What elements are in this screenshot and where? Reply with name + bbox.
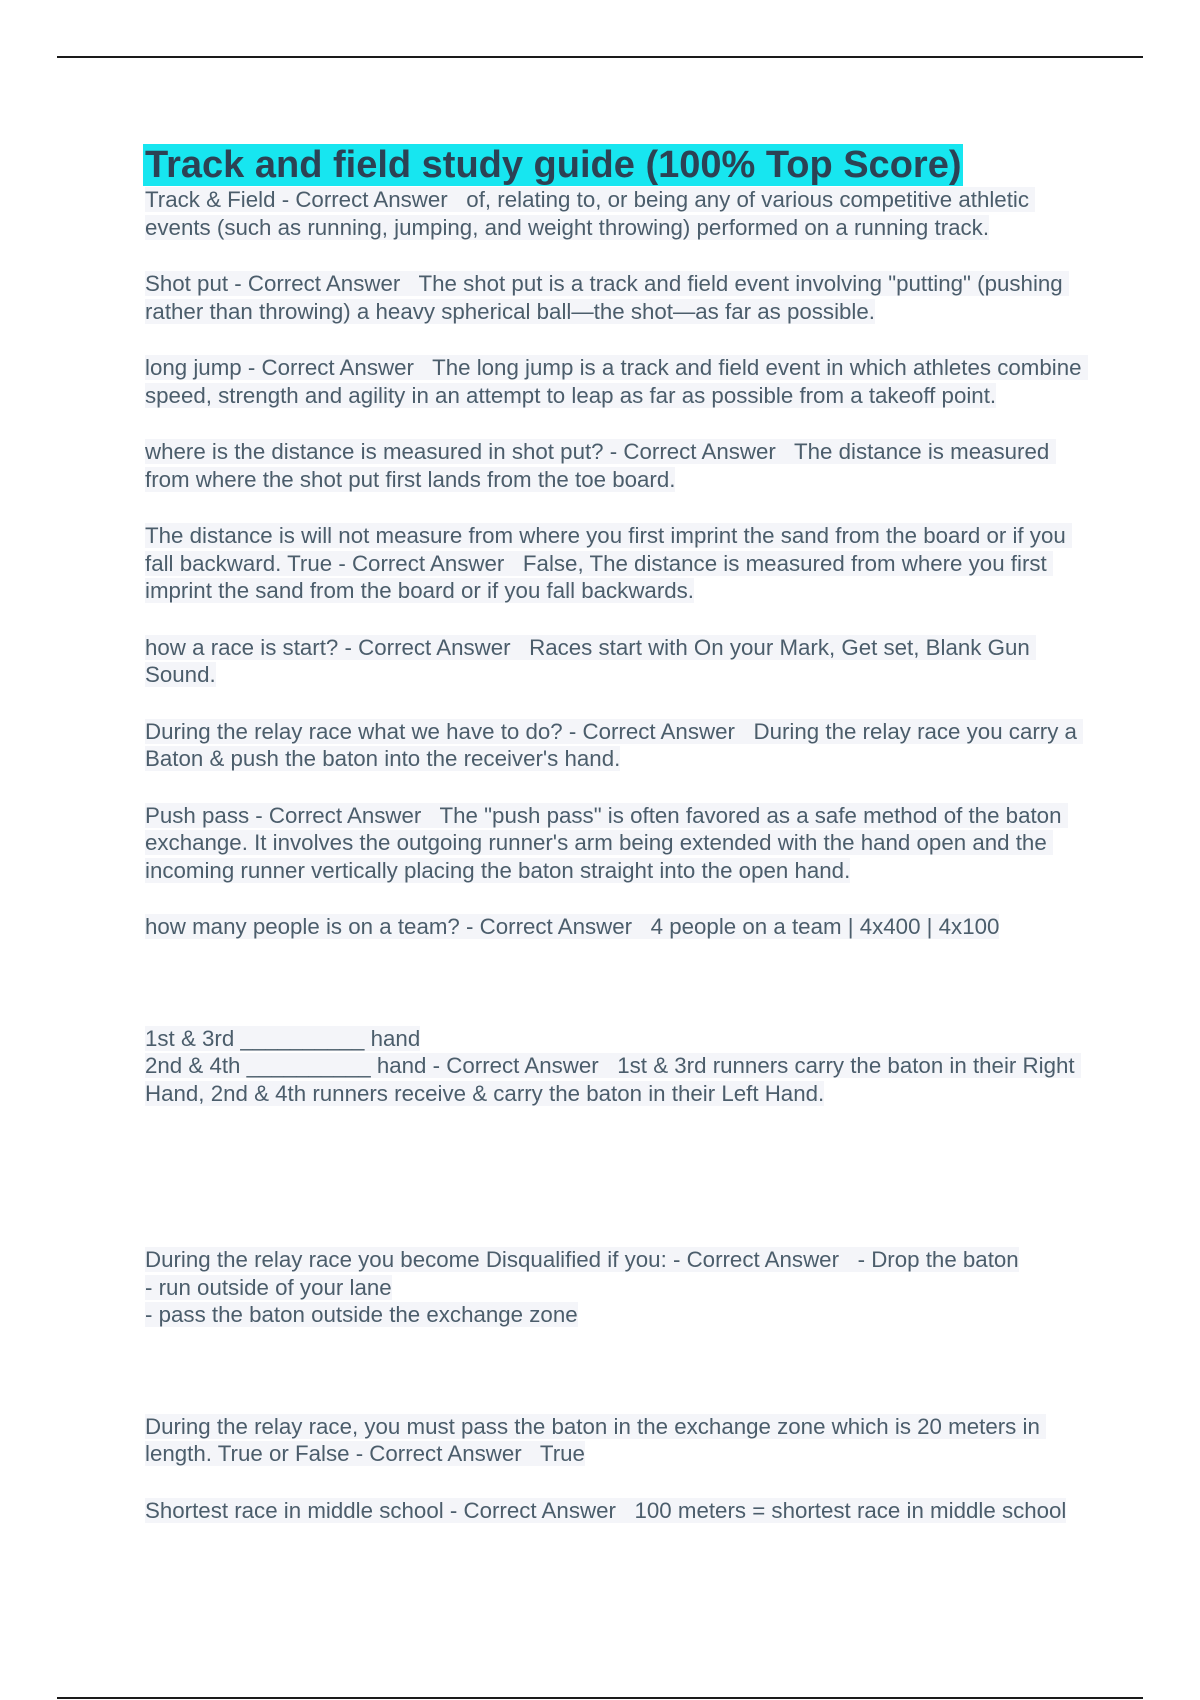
qa-text: 1st & 3rd __________ hand (145, 1025, 421, 1051)
qa-entry-exchange-zone (145, 1413, 1085, 1468)
qa-entry-race-start (145, 634, 1085, 689)
qa-entry-shot-put (145, 270, 1085, 325)
qa-text: Track & Field - Correct Answer of, relating to, or being any of various competitive athletic events (such as running, jumping, and weight throwing) performed on a running track. (145, 187, 1036, 240)
qa-text: Shortest race in middle school - Correct Answer 100 meters = shortest race in middle school (145, 1497, 1067, 1523)
qa-entry-relay-race (145, 718, 1085, 773)
qa-text: During the relay race what we have to do? - Correct Answer During the relay race you carry a Baton & push the baton into the receiver's hand. (145, 718, 1084, 771)
qa-entry-runner-hands (145, 970, 1085, 1163)
qa-entry-sand-imprint (145, 522, 1085, 605)
qa-text: During the relay race, you must pass the baton in the exchange zone which is 20 meters in length. True or False - Correct Answer True (145, 1413, 1047, 1466)
qa-line (145, 1025, 1085, 1053)
qa-entry-shot-put-distance (145, 438, 1085, 493)
qa-line (145, 1246, 1085, 1274)
qa-text: The distance is will not measure from where you first imprint the sand from the board or if you fall backward. True - Correct Answer False, The distance is measured from where you first imprint the sand from the board or if you fall backwards. (145, 523, 1072, 603)
qa-entry-disqualified (145, 1191, 1085, 1384)
qa-text: how a race is start? - Correct Answer Races start with On your Mark, Get set, Blank Gun Sound. (145, 634, 1036, 687)
qa-entry-track-field (145, 186, 1085, 241)
qa-text: Push pass - Correct Answer The "push pass" is often favored as a safe method of the baton exchange. It involves the outgoing runner's arm being extended with the hand open and the incoming runner vertically placing the baton straight into the open hand. (145, 802, 1068, 883)
qa-text: long jump - Correct Answer The long jump is a track and field event in which athletes combine speed, strength and agility in an attempt to leap as far as possible from a takeoff point. (145, 355, 1088, 408)
qa-text: During the relay race you become Disqualified if you: - Correct Answer - Drop the baton (145, 1247, 1019, 1272)
page-top-rule (57, 56, 1143, 58)
page-bottom-rule (57, 1697, 1143, 1699)
qa-text: - pass the baton outside the exchange zone (145, 1302, 578, 1327)
qa-line (145, 1301, 1085, 1329)
qa-text: how many people is on a team? - Correct Answer 4 people on a team | 4x400 | 4x100 (145, 914, 1000, 939)
qa-line (145, 1274, 1085, 1302)
qa-text: where is the distance is measured in shot put? - Correct Answer The distance is measured from where the shot put first lands from the toe board. (145, 439, 1056, 492)
qa-entry-push-pass (145, 802, 1085, 885)
qa-entry-shortest-race (145, 1497, 1085, 1525)
study-guide-content (145, 144, 1088, 1553)
qa-text: Shot put - Correct Answer The shot put is a track and field event involving "putting" (pushing rather than throwing) a heavy spherical ball—the shot—as far as possible. (145, 271, 1069, 324)
qa-entry-team-size (145, 913, 1085, 941)
document-title: Track and field study guide (100% Top Score) (145, 144, 962, 186)
qa-text: 2nd & 4th __________ hand - Correct Answer 1st & 3rd runners carry the baton in their Right Hand, 2nd & 4th runners receive & carry the baton in their Left Hand. (145, 1053, 1081, 1106)
qa-text: - run outside of your lane (145, 1274, 392, 1300)
qa-entry-long-jump (145, 354, 1088, 409)
qa-line (145, 1052, 1085, 1107)
